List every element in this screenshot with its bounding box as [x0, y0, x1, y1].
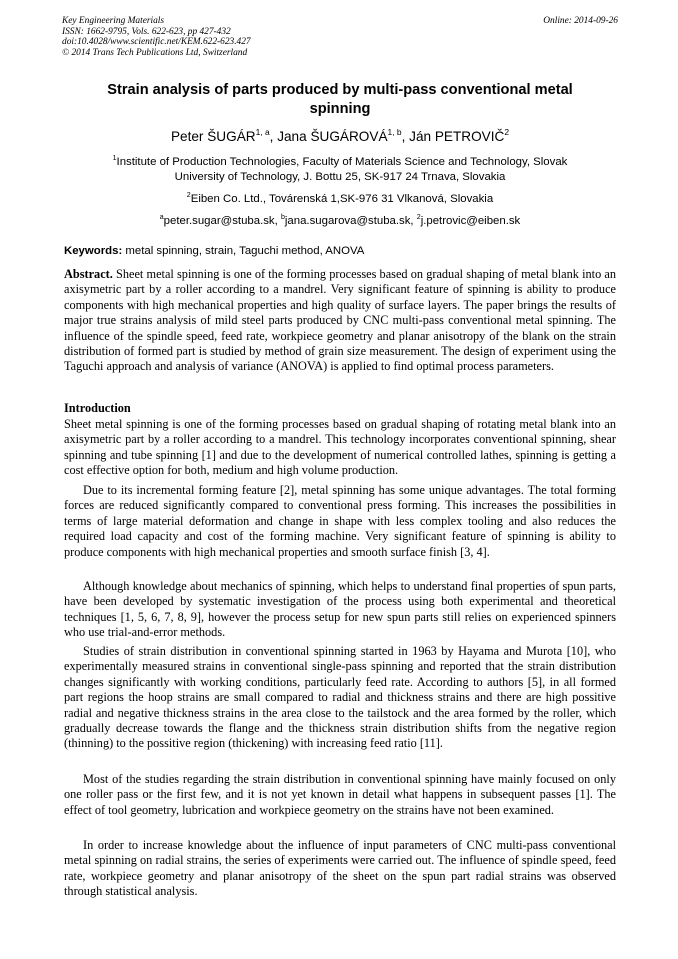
title-line-2: spinning [309, 101, 371, 117]
keywords-label: Keywords: [64, 245, 123, 257]
author-list [62, 128, 618, 146]
keywords-text: metal spinning, strain, Taguchi method, ANOVA [122, 245, 365, 257]
author-name: Ján PETROVIČ [409, 129, 505, 144]
issn-line: ISSN: 1662-9795, Vols. 622-623, pp 427-432 [62, 26, 231, 37]
author-affiliation-mark: 1, b [387, 126, 402, 137]
intro-paragraph-6: In order to increase knowledge about the influence of input parameters of CNC multi-pass conventional metal spinning on radial strains, the series of experiments were carried out. The influence of spindle speed, feed rate, workpiece geometry and planar anisotropy of the sheet on the spun part radial strains was observed through statistical analysis. [64, 838, 616, 899]
affiliation-2-text: Eiben Co. Ltd., Továrenská 1,SK-976 31 Vlkanová, Slovakia [190, 193, 494, 205]
affiliation-1 [62, 155, 618, 184]
affiliation-mark: 1 [112, 154, 117, 162]
author-name: Peter ŠUGÁR [170, 129, 256, 144]
email-mark: b [280, 213, 285, 221]
email-mark: a [159, 213, 164, 221]
abstract [64, 267, 616, 375]
email-address: jana.sugarova@stuba.sk, [284, 215, 417, 227]
journal-header [62, 16, 618, 58]
copyright-line: © 2014 Trans Tech Publications Ltd, Switzerland [62, 47, 248, 58]
abstract-text: Sheet metal spinning is one of the forming processes based on gradual shaping of metal blank into an axisymetric part by a roller according to a mandrel. Very significant feature of spinning is ability to produce components with high mechanical properties and high quality of surface layers. The paper brings the results of major true strains analysis of mild steel parts produced by CNC multi-pass conventional metal spinning. The influence of the spindle speed, feed rate, workpiece geometry and planar anisotropy of the blank on the strain distribution of formed part is studied by method of grain size measurement. The design of experiment using the Taguchi approach and analysis of variance (ANOVA) is applied to find optimal process parameters. [64, 267, 616, 374]
intro-paragraph-2: Due to its incremental forming feature [2], metal spinning has some unique advantages. The total forming forces are reduced significantly compared to conventional press forming. This increases the possibilities in terms of large material deformation and change in shape with less complex tooling and also reduces the required load capacity and cost of the forming machine. Very significant feature of spinning is ability to produce components with high mechanical properties and smooth surface finish [3, 4]. [64, 483, 616, 559]
online-date: Online: 2014-09-26 [543, 16, 618, 26]
affiliation-1-line-2: University of Technology, J. Bottu 25, SK-917 24 Trnava, Slovakia [174, 170, 506, 183]
intro-paragraph-4: Studies of strain distribution in conventional spinning started in 1963 by Hayama and Murota [10], who experimentally measured strains in conventional single-pass spinning and reported that the strain distribution changes significantly with working conditions, particularly feed rate. According to authors [5], in all formed part regions the hoop strains are small compared to radial and thickness strains and there are high possitive radial and negative thickness strains in the area close to the tailstock and the area formed by the roller, which gradually decrease towards the flange and the thickness strain distribution shifts from the negative region (thinning) to the possitive region (thickening) with increasing feed ratio [11]. [64, 644, 616, 751]
abstract-label: Abstract. [64, 267, 113, 281]
author-name: Jana ŠUGÁROVÁ [277, 129, 388, 144]
section-heading: Introduction [64, 401, 131, 415]
affiliation-mark: 2 [186, 191, 191, 199]
journal-name: Key Engineering Materials [62, 16, 165, 26]
intro-paragraph-3: Although knowledge about mechanics of spinning, which helps to understand final properties of spun parts, have been developed by systematic investigation of the process using both experimental and theoretical techniques [1, 5, 6, 7, 8, 9], however the process setup for new spun parts still relies on experienced spinners who use trial-and-error methods. [64, 579, 616, 640]
intro-paragraph-5: Most of the studies regarding the strain distribution in conventional spinning have mainly focused on only one roller pass or the first few, and it is not yet known in detail what happens in subsequent passes [1]. The effect of tool geometry, lubrication and workpiece geometry on the strains have not been examined. [64, 772, 616, 817]
email-address: j.petrovic@eiben.sk [420, 215, 521, 227]
author-affiliation-mark: 1, a [255, 126, 270, 137]
author-affiliation-mark: 2 [504, 126, 510, 137]
email-mark: 2 [416, 213, 421, 221]
paper-title [62, 81, 618, 119]
author-separator: , [269, 129, 278, 144]
intro-paragraph-1: Sheet metal spinning is one of the forming processes based on gradual shaping of rotating metal blank into an axisymetric part by a roller according to a mandrel. This technology incorporates conventional spinning, shear spinning and tube spinning [1] and due to the development of numerical controlled lathes, spinning is getting a cost effective option for both, medium and high volume production. [64, 417, 616, 478]
title-line-1: Strain analysis of parts produced by multi-pass conventional metal [107, 82, 573, 98]
author-separator: , [401, 129, 410, 144]
email-address: peter.sugar@stuba.sk, [163, 215, 281, 227]
keywords [64, 244, 616, 258]
email-line [62, 214, 618, 229]
affiliation-2 [62, 192, 618, 207]
affiliation-1-line-1: Institute of Production Technologies, Faculty of Materials Science and Technology, Slovak [116, 156, 568, 168]
doi-line: doi:10.4028/www.scientific.net/KEM.622-623.427 [62, 37, 251, 48]
